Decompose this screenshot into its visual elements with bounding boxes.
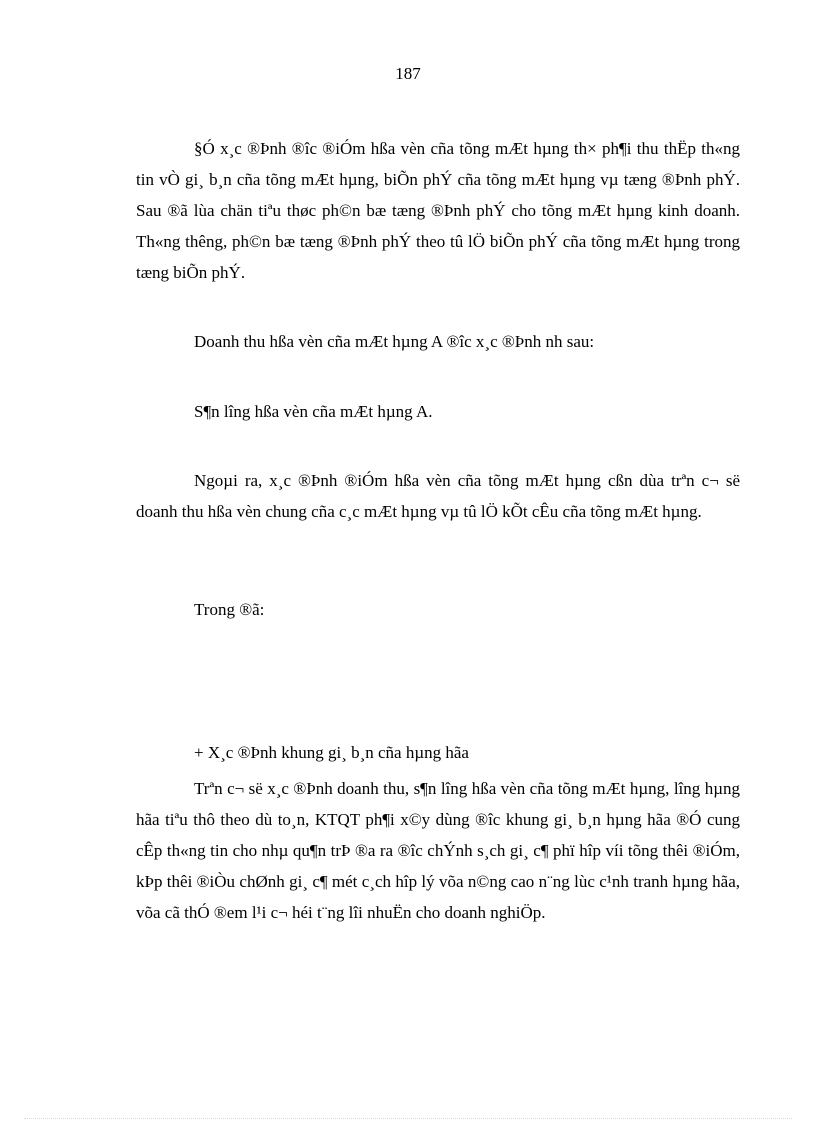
paragraph-2: Doanh thu hßa vèn cña mÆt hµng A ®îc x¸c ®Þnh nh sau: [194, 332, 595, 351]
paragraph-5: Trong ®ã: [194, 600, 265, 619]
section-heading: + X¸c ®Þnh khung gi¸ b¸n cña hµng hãa [194, 743, 469, 762]
page-number: 187 [395, 64, 421, 83]
paragraph-4: Ngoµi ra, x¸c ®Þnh ®iÓm hßa vèn cña tõng mÆt hµng cßn dùa trªn c¬ së doanh thu hßa vèn chung cña c¸c mÆt hµng vµ tû lÖ kÕt cÊu cña tõng mÆt hµng. [136, 471, 740, 521]
paragraph-1: §Ó x¸c ®Þnh ®îc ®iÓm hßa vèn cña tõng mÆt hµng th× ph¶i thu thËp th«ng tin vÒ gi¸ b¸n cña tõng mÆt hµng, biÕn phÝ cña tõng mÆt hµng vµ tæng ®Þnh phÝ. Sau ®ã lùa chän tiªu thøc ph©n bæ tæng ®Þnh phÝ cho tõng mÆt hµng kinh doanh. Th«ng thêng, ph©n bæ tæng ®Þnh phÝ theo tû lÖ biÕn phÝ cña tõng mÆt hµng trong tæng biÕn phÝ. [136, 139, 740, 282]
paragraph-3: S¶n lîng hßa vèn cña mÆt hµng A. [194, 402, 433, 421]
page-bottom-border [24, 1118, 792, 1119]
paragraph-7: Trªn c¬ së x¸c ®Þnh doanh thu, s¶n lîng hßa vèn cña tõng mÆt hµng, lîng hµng hãa tiªu thô theo dù to¸n, KTQT ph¶i x©y dùng ®îc khung gi¸ b¸n hµng hãa ®Ó cung cÊp th«ng tin cho nhµ qu¶n trÞ ®a ra ®îc chÝnh s¸ch gi¸ c¶ phï hîp víi tõng thêi ®iÓm, kÞp thêi ®iÒu chØnh gi¸ c¶ mét c¸ch hîp lý võa n©ng cao n¨ng lùc c¹nh tranh hµng hãa, võa cã thÓ ®em l¹i c¬ héi t¨ng lîi nhuËn cho doanh nghiÖp. [136, 779, 740, 922]
